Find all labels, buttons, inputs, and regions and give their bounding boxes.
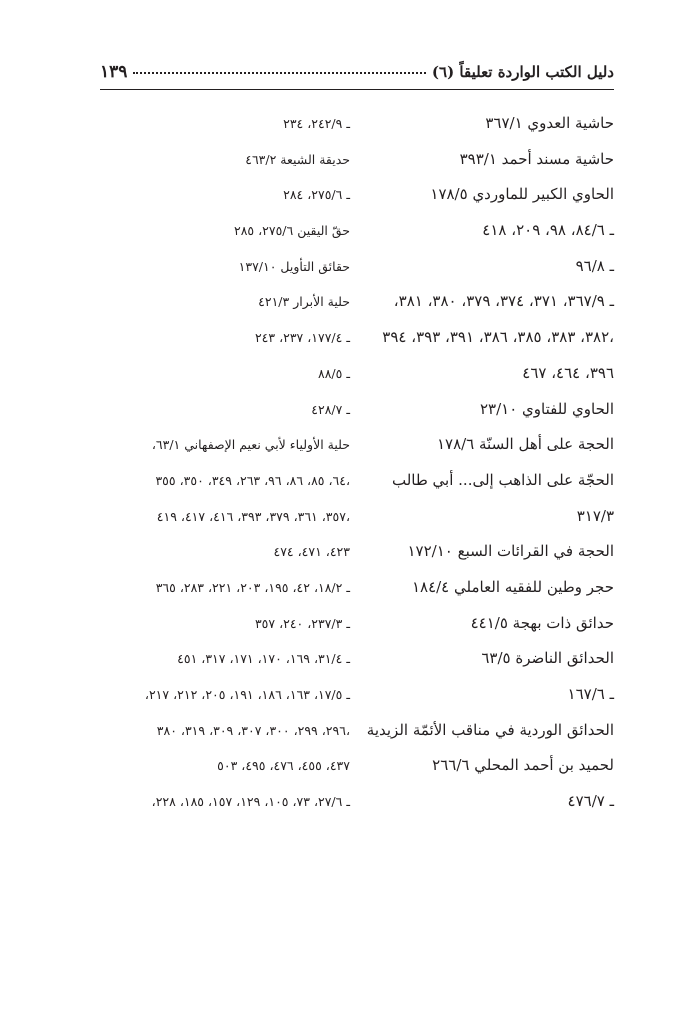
index-entry-line: حاشية العدوي ٣٦٧/١ (485, 114, 614, 132)
index-columns (100, 106, 614, 820)
index-entry-line: الحجة في القرائات السبع ١٧٢/١٠ (407, 542, 614, 561)
header-title: دليل الكتب الواردة تعليقاً (٦) (431, 63, 614, 81)
index-entry-line: حديقة الشيعة ٤٦٣/٢ (245, 151, 350, 167)
index-entry-line: الحجة على أهل السنّة ١٧٨/٦ (436, 435, 614, 454)
page-number: ١٣٩ (100, 62, 128, 82)
index-entry-line: ٤٣٧، ٤٥٥، ٤٧٦، ٤٩٥، ٥٠٣ (217, 758, 350, 774)
index-entry-line: ـ ١٦٧/٦ (567, 685, 614, 703)
index-entry-line: ـ ٨٤/٦، ٩٨، ٢٠٩، ٤١٨ (482, 221, 614, 240)
index-entry-line: ٣٥٧، ٣٦١، ٣٧٩، ٣٩٣، ٤١٦، ٤١٧، ٤١٩، (156, 508, 350, 524)
index-entry-line: ٣٨٢، ٣٨٣، ٣٨٥، ٣٨٦، ٣٩١، ٣٩٣، ٣٩٤، (382, 328, 614, 347)
index-entry-line: ـ ٢٧/٦، ٧٣، ١٠٥، ١٢٩، ١٥٧، ١٨٥، ٢٢٨، (151, 794, 350, 810)
index-entry-line: حقّ اليقين ٢٧٥/٦، ٢٨٥ (233, 223, 350, 239)
index-entry-line: ـ ١٧٧/٤، ٢٣٧، ٢٤٣ (254, 330, 350, 346)
index-entry-line: الحاوي للفتاوي ٢٣/١٠ (480, 399, 614, 418)
index-entry-line: حجر وطين للفقيه العاملي ١٨٤/٤ (411, 577, 614, 596)
index-entry-line: حلية الأولياء لأبي نعيم الإصفهاني ٦٣/١، (151, 437, 350, 453)
running-header (100, 57, 614, 87)
index-entry-line: لحميد بن أحمد المحلي ٢٦٦/٦ (432, 756, 614, 775)
index-entry-line: ـ ٢٧٥/٦، ٢٨٤ (283, 187, 350, 203)
right-column (366, 106, 614, 820)
index-entry-line: ـ ٨٨/٥ (318, 365, 350, 381)
header-rule (100, 89, 614, 90)
index-entry-line: ـ ٤٧٦/٧ (567, 792, 614, 811)
index-entry-line: ٣١٧/٣ (576, 506, 614, 525)
index-entry-line: ـ ٩٦/٨ (575, 256, 614, 275)
index-entry-line: ٦٤، ٨٥، ٨٦، ٩٦، ٢٦٣، ٣٤٩، ٣٥٠، ٣٥٥، (155, 472, 350, 488)
index-entry-line: الحجّة على الذاهب إلى... أبي طالب (391, 470, 614, 489)
index-entry-line: الحدائق الناضرة ٦٣/٥ (481, 649, 614, 668)
index-entry-line: الحاوي الكبير للماوردي ١٧٨/٥ (430, 185, 614, 204)
index-entry-line: الحدائق الوردية في مناقب الأئمّة الزيدية (366, 720, 614, 739)
header-dot-leader (133, 71, 426, 74)
index-entry-line: ـ ١٨/٢، ٤٢، ١٩٥، ٢٠٣، ٢٢١، ٢٨٣، ٣٦٥ (155, 579, 350, 595)
index-entry-line: ـ ٤٢٨/٧ (311, 401, 350, 417)
index-entry-line: ٢٩٦، ٢٩٩، ٣٠٠، ٣٠٧، ٣٠٩، ٣١٩، ٣٨٠، (156, 722, 350, 738)
index-entry-line: ٣٩٦، ٤٦٤، ٤٦٧ (522, 363, 614, 382)
index-entry-line: ـ ٢٤٢/٩، ٢٣٤ (283, 116, 350, 131)
index-entry-line: ٤٢٣، ٤٧١، ٤٧٤ (273, 544, 350, 560)
index-entry-line: حلية الأبرار ٤٢١/٣ (258, 294, 350, 310)
index-entry-line: حقائق التأويل ١٣٧/١٠ (238, 258, 350, 274)
index-entry-line: حاشية مسند أحمد ٣٩٣/١ (459, 149, 614, 168)
index-entry-line: حدائق ذات بهجة ٤٤١/٥ (470, 613, 614, 632)
index-entry-line: ـ ٣٦٧/٩، ٣٧١، ٣٧٤، ٣٧٩، ٣٨٠، ٣٨١، (393, 292, 614, 311)
index-entry-line: ـ ٣١/٤، ١٦٩، ١٧٠، ١٧١، ٣١٧، ٤٥١ (177, 651, 350, 667)
index-entry-line: ـ ١٧/٥، ١٦٣، ١٨٦، ١٩١، ٢٠٥، ٢١٢، ٢١٧، (144, 687, 350, 702)
left-column (100, 106, 350, 820)
index-entry-line: ـ ٢٣٧/٣، ٢٤٠، ٣٥٧ (254, 615, 350, 631)
